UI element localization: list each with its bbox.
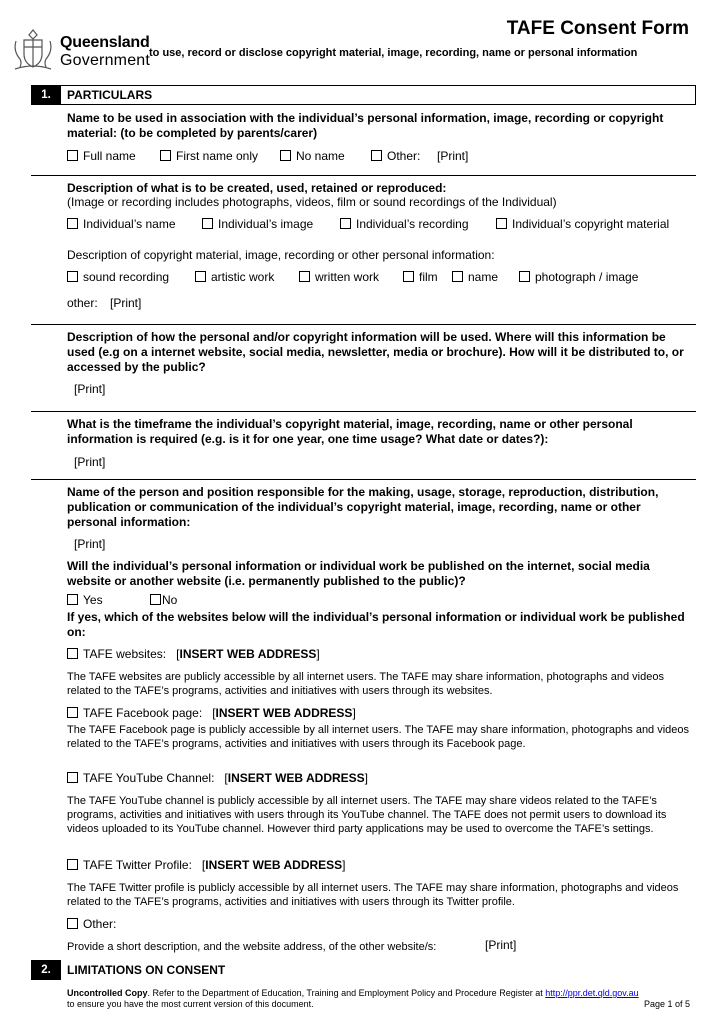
- other-media-label: other:: [67, 296, 98, 310]
- checkbox-icon[interactable]: [519, 271, 530, 282]
- checkbox-icon[interactable]: [67, 150, 78, 161]
- checkbox-icon[interactable]: [67, 772, 78, 783]
- checkbox-icon[interactable]: [67, 918, 78, 929]
- question-responsible-person: Name of the person and position responsible for the making, usage, storage, reproduction, distribution, publication or communication of the individual’s copyright material, image, recording, name or other personal information:: [67, 485, 659, 529]
- footer-line2: to ensure you have the most current version of this document.: [67, 999, 314, 1009]
- checkbox-icon[interactable]: [299, 271, 310, 282]
- other-media-field[interactable]: [Print]: [110, 296, 142, 310]
- timeframe-field[interactable]: [Print]: [74, 455, 106, 469]
- option-yes[interactable]: Yes: [67, 593, 103, 608]
- section-1-number: 1.: [31, 85, 61, 105]
- checkbox-icon[interactable]: [67, 859, 78, 870]
- checkbox-icon[interactable]: [150, 594, 161, 605]
- checkbox-icon[interactable]: [67, 707, 78, 718]
- checkbox-icon[interactable]: [67, 271, 78, 282]
- footer-notice: Uncontrolled Copy. Refer to the Department of Education, Training and Employment Policy and Procedure Register at http://ppr.det.qld.gov.au: [67, 988, 639, 998]
- checkbox-icon[interactable]: [452, 271, 463, 282]
- option-film[interactable]: film: [403, 270, 438, 285]
- question-usage-description: Description of how the personal and/or copyright information will be used. Where will this information be used (e.g on a internet website, social media, newsletter, media or brochure). How will it be distributed to, or accessed by the public?: [67, 330, 684, 374]
- question-published-online: Will the individual’s personal information or individual work be published on the internet, social media website or another website (i.e. permanently published to the public)?: [67, 559, 650, 588]
- option-tafe-twitter[interactable]: TAFE Twitter Profile: [INSERT WEB ADDRESS]: [67, 858, 346, 873]
- checkbox-icon[interactable]: [195, 271, 206, 282]
- section-2-number: 2.: [31, 960, 61, 980]
- checkbox-icon[interactable]: [280, 150, 291, 161]
- checkbox-icon[interactable]: [340, 218, 351, 229]
- responsible-person-field[interactable]: [Print]: [74, 537, 106, 551]
- tafe-facebook-description: The TAFE Facebook page is publicly accessible by all internet users. The TAFE may share information, photographs and videos related to the TAFE’s programs, activities and initiatives with users through its Facebook page.: [67, 724, 690, 750]
- youtube-web-address: INSERT WEB ADDRESS: [227, 771, 365, 785]
- checkbox-icon[interactable]: [371, 150, 382, 161]
- description-label: Description of copyright material, image, recording or other personal information:: [67, 248, 495, 262]
- option-name[interactable]: name: [452, 270, 498, 285]
- twitter-web-address: INSERT WEB ADDRESS: [205, 858, 343, 872]
- section-2-title: LIMITATIONS ON CONSENT: [67, 963, 226, 977]
- divider: [31, 175, 696, 176]
- tafe-youtube-description: The TAFE YouTube channel is publicly accessible by all internet users. The TAFE may share videos related to the TAFE’s programs, activities and initiatives with users through its YouTube channel. The TAFE does not permit users to download its videos uploaded to its YouTube channel. However third party applications may be used to overcome the TAFE’s settings.: [67, 795, 667, 835]
- question-name-usage: Name to be used in association with the individual’s personal information, image, recording or copyright material: (to be completed by parents/carer): [67, 111, 664, 140]
- option-tafe-facebook[interactable]: TAFE Facebook page: [INSERT WEB ADDRESS]: [67, 706, 356, 721]
- question-description-heading: Description of what is to be created, used, retained or reproduced:: [67, 181, 447, 195]
- queensland-crest-icon: [10, 27, 56, 73]
- page-subtitle: to use, record or disclose copyright material, image, recording, name or personal information: [149, 47, 638, 59]
- question-which-websites: If yes, which of the websites below will the individual’s personal information or individual work be published on:: [67, 610, 685, 639]
- checkbox-icon[interactable]: [67, 218, 78, 229]
- divider: [31, 324, 696, 325]
- usage-description-field[interactable]: [Print]: [74, 382, 106, 396]
- option-sound-recording[interactable]: sound recording: [67, 270, 169, 285]
- logo-queensland: Queensland: [60, 34, 150, 51]
- tafe-websites-description: The TAFE websites are publicly accessible by all internet users. The TAFE may share information, photographs and videos related to the TAFE’s programs, activities and initiatives with users through its websites.: [67, 671, 664, 697]
- option-other-website[interactable]: Other:: [67, 917, 116, 932]
- question-timeframe: What is the timeframe the individual’s copyright material, image, recording, name or other personal information is required (e.g. is it for one year, one time usage? What date or dates?):: [67, 417, 633, 446]
- other-website-field[interactable]: [Print]: [485, 938, 517, 952]
- tafe-twitter-description: The TAFE Twitter profile is publicly accessible by all internet users. The TAFE may share information, photographs and videos related to the TAFE’s programs, activities and initiatives with users through its Twitter profile.: [67, 882, 679, 908]
- checkbox-icon[interactable]: [403, 271, 414, 282]
- question-description-note: (Image or recording includes photographs, videos, film or sound recordings of the Individual): [67, 195, 557, 209]
- option-individuals-recording[interactable]: Individual’s recording: [340, 217, 469, 232]
- option-tafe-websites[interactable]: TAFE websites: [INSERT WEB ADDRESS]: [67, 647, 320, 662]
- facebook-web-address: INSERT WEB ADDRESS: [215, 706, 353, 720]
- logo-government: Government: [60, 52, 151, 69]
- option-full-name[interactable]: Full name: [67, 149, 136, 164]
- tafe-web-address: INSERT WEB ADDRESS: [179, 647, 317, 661]
- page-title: TAFE Consent Form: [506, 18, 689, 39]
- checkbox-icon[interactable]: [160, 150, 171, 161]
- option-individuals-copyright[interactable]: Individual’s copyright material: [496, 217, 669, 232]
- policy-register-link[interactable]: http://ppr.det.qld.gov.au: [545, 988, 639, 998]
- option-no[interactable]: No: [150, 593, 177, 608]
- other-website-description: Provide a short description, and the website address, of the other website/s:: [67, 941, 437, 953]
- option-photograph-image[interactable]: photograph / image: [519, 270, 638, 285]
- checkbox-icon[interactable]: [67, 594, 78, 605]
- option-individuals-image[interactable]: Individual’s image: [202, 217, 313, 232]
- option-tafe-youtube[interactable]: TAFE YouTube Channel: [INSERT WEB ADDRESS]: [67, 771, 368, 786]
- option-no-name[interactable]: No name: [280, 149, 345, 164]
- checkbox-icon[interactable]: [496, 218, 507, 229]
- checkbox-icon[interactable]: [67, 648, 78, 659]
- option-written-work[interactable]: written work: [299, 270, 379, 285]
- option-individuals-name[interactable]: Individual’s name: [67, 217, 176, 232]
- option-other-name[interactable]: Other:: [371, 149, 420, 164]
- section-1-title: PARTICULARS: [67, 88, 153, 102]
- checkbox-icon[interactable]: [202, 218, 213, 229]
- other-name-field[interactable]: [Print]: [437, 149, 469, 163]
- divider: [31, 411, 696, 412]
- option-first-name-only[interactable]: First name only: [160, 149, 258, 164]
- page-number: Page 1 of 5: [643, 999, 690, 1009]
- option-artistic-work[interactable]: artistic work: [195, 270, 274, 285]
- divider: [31, 479, 696, 480]
